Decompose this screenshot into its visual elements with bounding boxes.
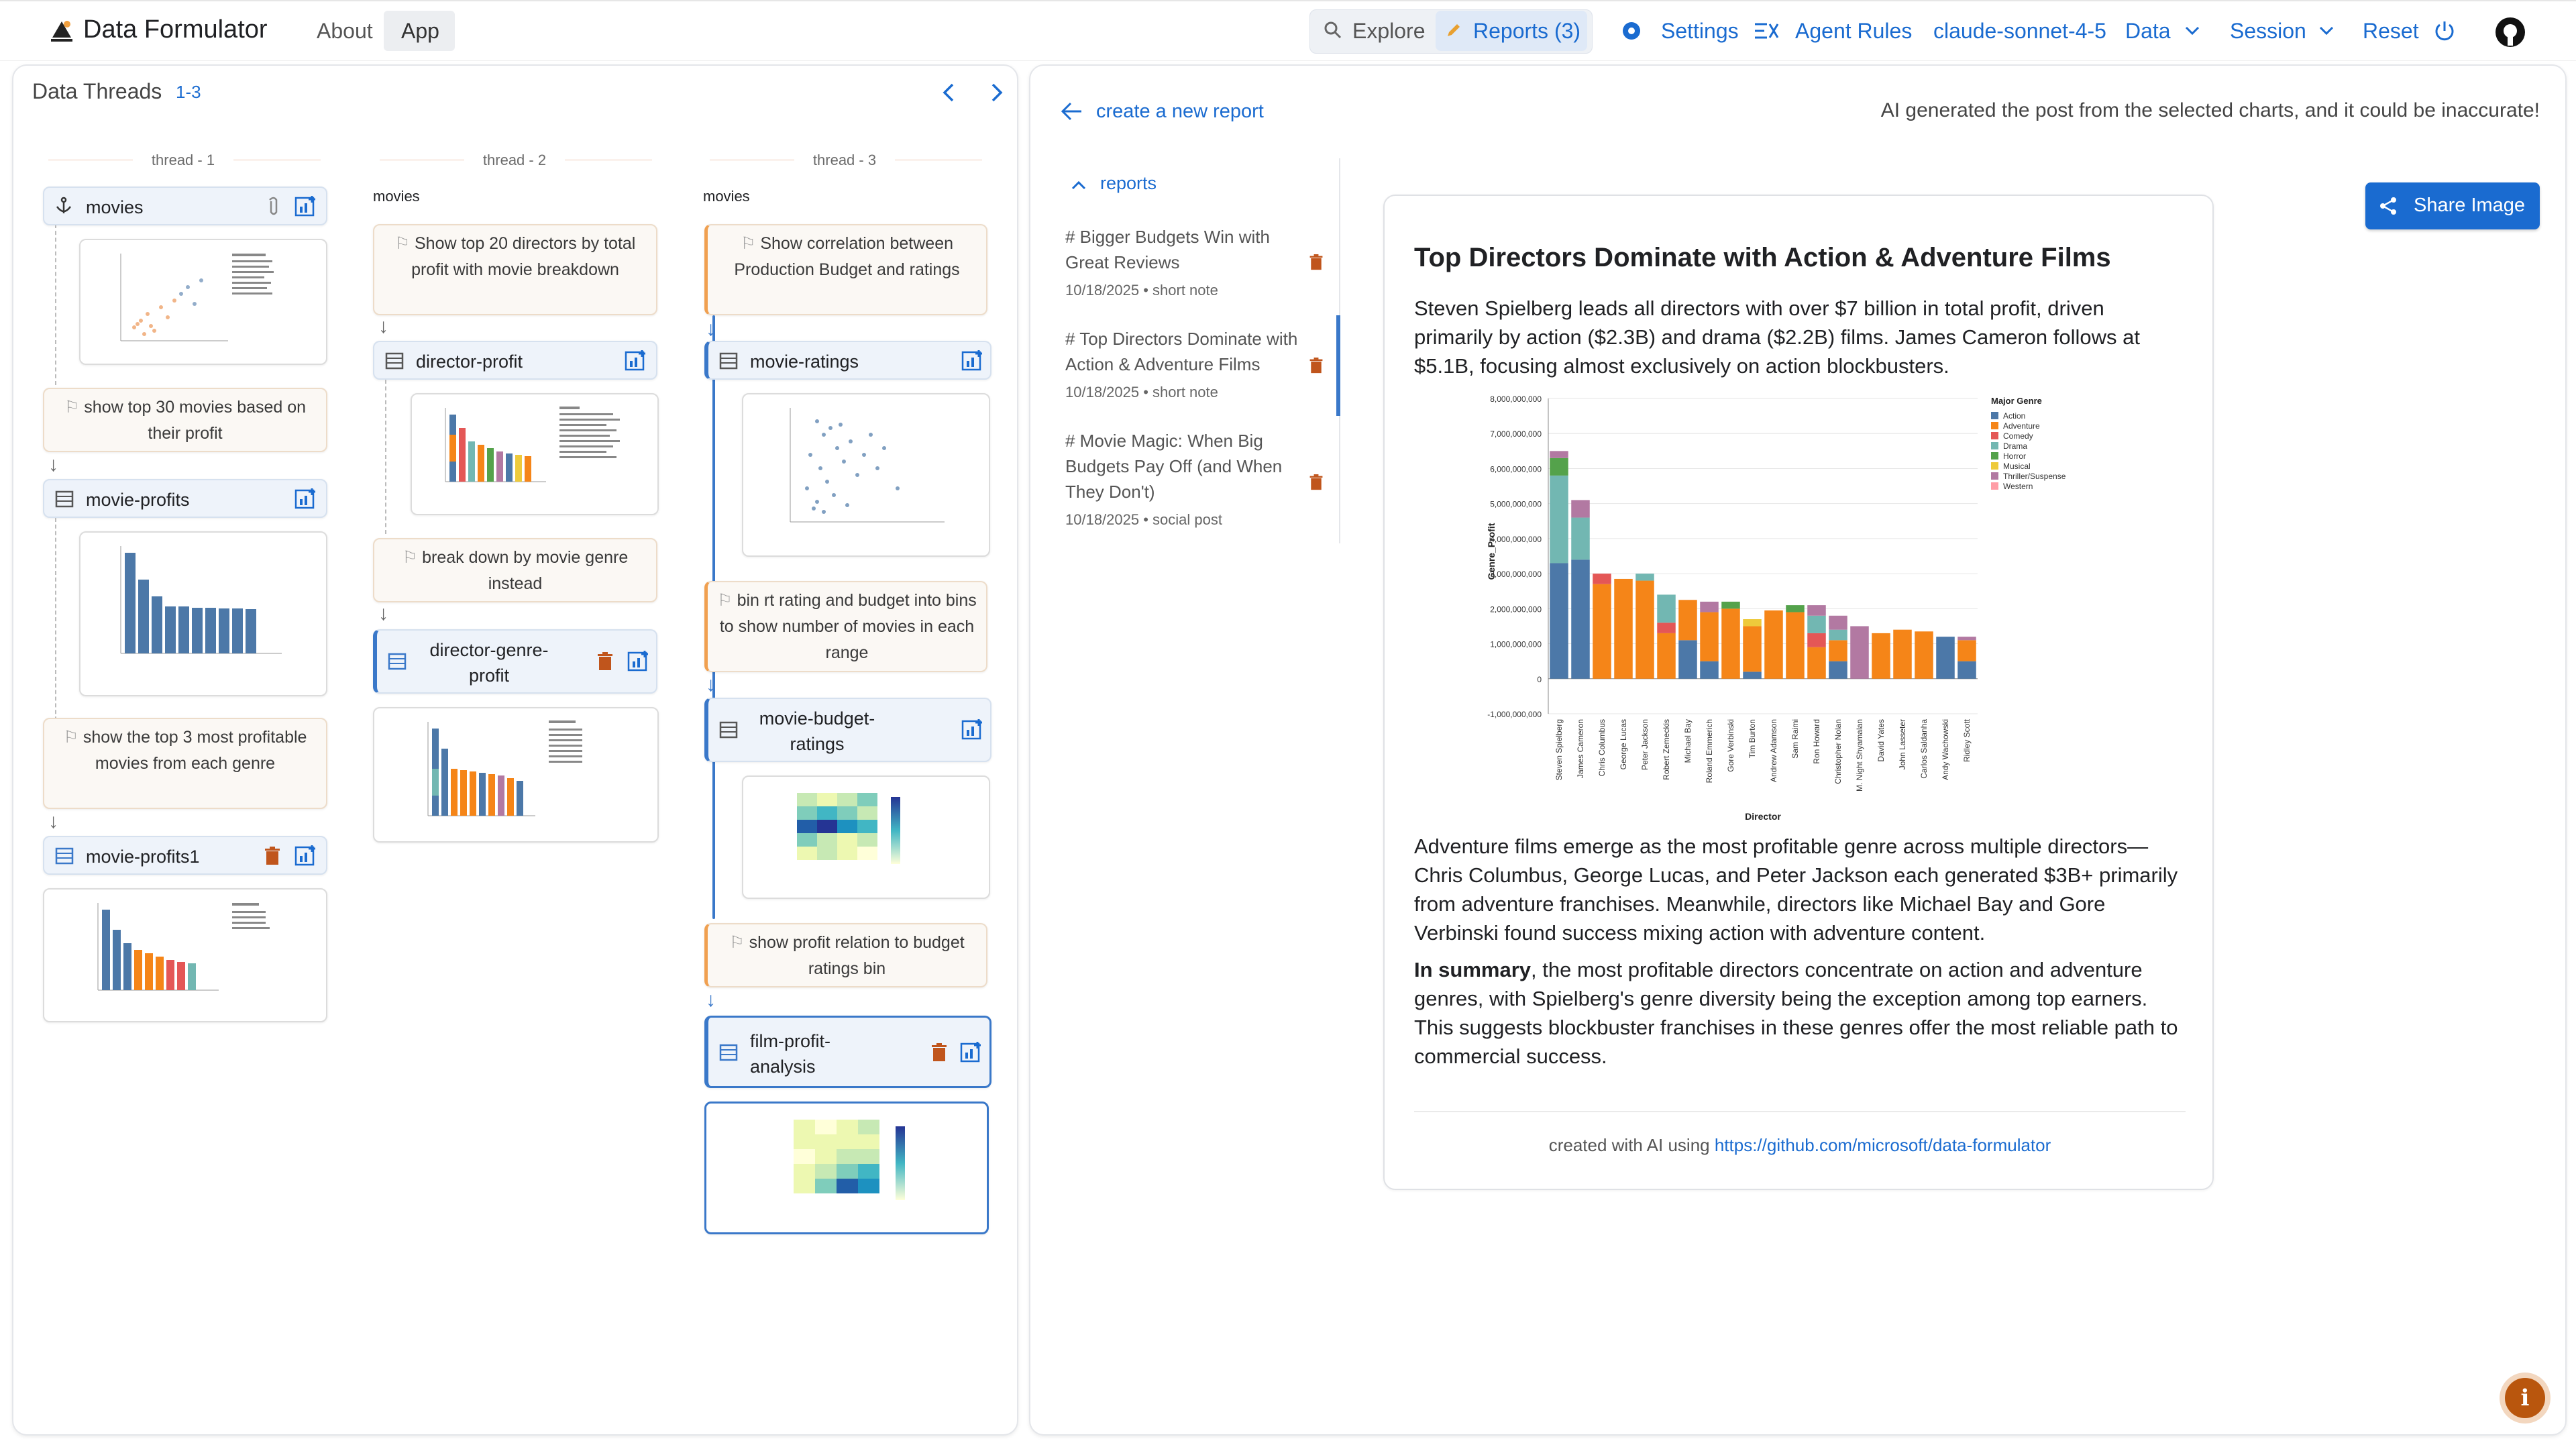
table-icon [55,490,74,508]
bar-segment [1957,637,1976,640]
x-tick-label: Sam Raimi [1790,719,1800,759]
trash-icon[interactable] [1308,472,1324,492]
x-tick-label: Christopher Nolan [1833,719,1843,784]
bar-segment [1829,616,1847,630]
anchor-icon [54,196,74,216]
bar-segment [1700,612,1719,661]
y-axis-title: Genre_Profit [1486,523,1497,580]
bar-segment [1635,574,1654,580]
add-chart-icon[interactable] [294,195,317,217]
attachment-icon[interactable] [266,196,282,217]
trash-icon[interactable] [596,651,614,672]
trash-icon[interactable] [1308,252,1324,272]
x-tick-label: David Yates [1876,719,1886,762]
table-name: movie-profits [86,490,190,510]
bar-segment [1657,633,1676,679]
y-tick-label: 7,000,000,000 [1490,429,1542,439]
table-card[interactable] [373,629,657,694]
budget-heatmap-thumbnail [743,777,989,898]
table-name: director-genre-profit [429,640,549,686]
session-menu[interactable]: Session [2230,19,2306,43]
x-tick-label: Gore Verbinski [1726,719,1735,772]
bar-segment [1829,640,1847,661]
legend-label: Western [2003,482,2033,491]
agent-rules-button[interactable]: Agent Rules [1795,19,1913,43]
x-tick-label: Andrew Adamson [1769,719,1778,783]
github-icon[interactable] [2494,16,2526,48]
table-card-selected[interactable] [704,1016,991,1088]
bar-segment [1550,458,1568,476]
chart-thumbnail-genre-bar[interactable] [43,888,327,1022]
report-post-card [1383,195,2214,1190]
legend-swatch [1991,412,1998,419]
bar-segment [1571,500,1590,517]
legend-label: Comedy [2003,431,2033,441]
down-arrow-icon: ↓ [378,602,388,625]
data-menu[interactable]: Data [2125,19,2171,43]
add-chart-icon[interactable] [627,649,649,672]
bar-segment [1743,619,1762,626]
chart-thumbnail-bar[interactable] [79,531,327,696]
add-chart-icon[interactable] [624,349,647,372]
app-title: Data Formulator [83,15,268,44]
genre-bar-thumbnail [44,890,326,1021]
table-icon [719,720,738,739]
gear-icon [1619,19,1644,43]
legend-label: Thriller/Suspense [2003,472,2066,481]
y-tick-label: 2,000,000,000 [1490,604,1542,614]
bar-segment [1850,626,1869,678]
prompt-icon: ⚐ [717,591,737,610]
prompt-icon: ⚐ [729,933,749,952]
bar-segment [1721,602,1740,608]
summary-text: , the most profitable directors concentrate on action and adventure genres, with Spielberg's genre diversity being the exception among top earners. This suggests blockbuster franchises in these genres offer the most reliable path to commercial success. [1414,958,2178,1068]
profit-heatmap-thumbnail [706,1104,987,1232]
legend-swatch [1991,442,1998,449]
source-table-movies[interactable] [43,186,327,225]
source-label: movies [373,188,420,205]
arrow-left-icon[interactable] [1060,101,1084,122]
x-tick-label: Andy Wachowski [1941,719,1950,780]
table-card[interactable] [43,836,327,875]
bar-segment [1614,579,1633,679]
legend-label: Horror [2003,451,2027,461]
table-icon [719,1043,738,1062]
trash-icon[interactable] [263,845,282,867]
chevron-down-icon [2318,24,2334,38]
bar-segment [1957,661,1976,679]
bar-segment [1571,518,1590,560]
legend-label: Drama [2003,441,2028,451]
create-report-link[interactable]: create a new report [1096,101,1264,122]
top-bar [0,0,2576,61]
threads-range: 1-3 [176,82,201,102]
legend-swatch [1991,462,1998,470]
thread-connector [385,380,386,534]
add-chart-icon[interactable] [294,844,317,867]
info-icon: i [2505,1378,2545,1418]
add-chart-icon[interactable] [959,1040,982,1063]
bar-segment [1593,584,1611,679]
y-tick-label: 8,000,000,000 [1490,394,1542,404]
legend-swatch [1991,452,1998,460]
x-tick-label: Peter Jackson [1640,719,1650,771]
director-genre-profit-chart [1414,390,2186,833]
legend-swatch [1991,432,1998,439]
legend-label: Musical [2003,462,2031,471]
table-card[interactable] [43,479,327,518]
chart-thumbnail-profit-heatmap[interactable] [704,1102,989,1234]
x-axis-title: Director [1745,811,1781,822]
table-card[interactable] [704,341,991,380]
explore-button[interactable]: Explore [1352,19,1426,43]
prompt-text: break down by movie genre instead [422,548,629,593]
post-paragraph-1: Steven Spielberg leads all directors with over $7 billion in total profit, driven primarily by action ($2.3B) and drama ($2.2B) films. James Cameron follows at $5.1B, focusing almost exclusively on action blockbusters. [1414,297,2140,378]
down-arrow-icon: ↓ [48,810,58,833]
prompt-icon: ⚐ [402,548,423,567]
ratings-scatter-thumbnail [743,394,989,555]
prompt-text: show top 30 movies based on their profit [84,398,307,443]
pencil-icon [1444,20,1464,40]
x-tick-label: Robert Zemeckis [1662,719,1671,780]
nav-app[interactable]: App [401,19,439,43]
info-button[interactable] [2500,1373,2551,1424]
add-chart-icon[interactable] [294,487,317,510]
bar-segment [1657,623,1676,633]
legend-label: Action [2003,411,2026,421]
prompt-text: Show top 20 directors by total profit with movie breakdown [411,234,636,279]
post-footer-divider [1414,1111,2186,1112]
post-title: Top Directors Dominate with Action & Adventure Films [1414,243,2111,272]
bar-segment [1764,610,1783,679]
footer-link[interactable]: https://github.com/microsoft/data-formulator [1714,1135,2051,1155]
thread-connector [55,224,56,385]
bar-segment [1807,647,1826,679]
post-paragraph-2: Adventure films emerge as the most profitable genre across multiple directors—Chris Columbus, George Lucas, and Peter Jackson each generated $3B+ primarily from adventure franchises. Meanwhile, directors like Michael Bay and Gore Verbinski found success mixing action with adventure content. [1414,835,2178,945]
chart-thumbnail-director-profit[interactable] [411,393,659,515]
nav-about[interactable]: About [317,19,373,43]
x-tick-label: Ron Howard [1812,719,1821,764]
x-tick-label: Steven Spielberg [1554,719,1564,781]
table-name: director-profit [416,352,523,372]
prompt-card[interactable] [43,718,327,809]
table-name: movie-profits1 [86,847,200,867]
x-tick-label: George Lucas [1619,719,1628,770]
y-tick-label: 1,000,000,000 [1490,639,1542,649]
x-tick-label: Michael Bay [1683,719,1693,763]
report-meta: 10/18/2025 • short note [1065,282,1218,299]
report-list-item[interactable]: # Movie Magic: When Big Budgets Pay Off (and When They Don't) [1065,431,1283,502]
prompt-card[interactable] [373,538,657,602]
bar-segment [1807,633,1826,647]
down-arrow-icon: ↓ [706,318,716,340]
bar-segment [1550,451,1568,458]
add-chart-icon[interactable] [961,718,983,741]
x-tick-label: Roland Emmerich [1705,719,1714,784]
ai-disclaimer: AI generated the post from the selected charts, and it could be inaccurate! [1880,99,2540,121]
table-icon [388,652,407,671]
bar-segment [1700,661,1719,679]
table-name: movies [86,197,144,217]
legend-title: Major Genre [1991,396,2042,406]
report-meta: 10/18/2025 • short note [1065,384,1218,400]
x-tick-label: M. Night Shyamalan [1855,719,1864,792]
bar-segment [1786,605,1805,612]
app-logo-icon [47,17,76,44]
legend-swatch [1991,482,1998,490]
down-arrow-icon: ↓ [706,674,716,696]
prompt-text: show profit relation to budget ratings bin [749,933,965,978]
share-label: Share Image [2414,195,2526,216]
chevron-left-icon[interactable] [939,80,959,105]
summary-bold: In summary [1414,958,1532,981]
reset-button[interactable]: Reset [2363,19,2419,43]
x-tick-label: James Cameron [1576,719,1585,779]
y-tick-label: 4,000,000,000 [1490,534,1542,544]
y-tick-label: 5,000,000,000 [1490,499,1542,509]
chart-thumbnail-budget-heatmap[interactable] [742,775,990,899]
down-arrow-icon: ↓ [48,453,58,476]
table-icon [719,352,738,370]
prompt-card[interactable] [704,224,987,315]
report-list-item-selected[interactable]: # Top Directors Dominate with Action & Adventure Films [1065,329,1298,374]
chart-thumbnail-ratings-scatter[interactable] [742,393,990,557]
bar-segment [1571,559,1590,679]
y-tick-label: 3,000,000,000 [1490,570,1542,580]
y-tick-label: 6,000,000,000 [1490,464,1542,474]
table-name: movie-budget-ratings [759,708,875,754]
bar-segment [1829,630,1847,641]
prompt-icon: ⚐ [64,398,85,417]
reports-header[interactable]: reports [1100,173,1157,193]
report-meta: 10/18/2025 • social post [1065,511,1222,528]
scatter-thumbnail [80,240,326,364]
x-tick-label: Tim Burton [1748,719,1757,759]
legend-swatch [1991,472,1998,480]
trash-icon[interactable] [1308,356,1324,376]
thread-label: thread - 1 [151,152,215,168]
y-tick-label: 0 [1537,674,1542,684]
prompt-icon: ⚐ [63,728,83,747]
bar-segment [1872,633,1890,679]
thread-label: thread - 2 [482,152,547,168]
thread-connector [55,518,56,727]
table-card[interactable] [704,698,991,762]
prompt-card[interactable] [373,224,657,315]
director-profit-thumbnail [412,394,657,514]
prompt-card[interactable] [704,581,987,672]
bar-segment [1786,612,1805,679]
table-name: movie-ratings [750,352,859,372]
rules-icon [1754,20,1780,42]
chart-thumbnail-director-genre[interactable] [373,707,659,843]
prompt-text: bin rt rating and budget into bins to show number of movies in each range [719,591,977,662]
bar-segment [1807,616,1826,633]
down-arrow-icon: ↓ [706,989,716,1011]
selected-report-marker [1336,315,1340,416]
bar-segment [1678,640,1697,678]
bar-segment [1936,637,1955,679]
director-genre-thumbnail [374,708,657,841]
bar-segment [1593,574,1611,584]
down-arrow-icon: ↓ [378,315,388,337]
prompt-text: show the top 3 most profitable movies from each genre [83,728,307,773]
bar-segment [1721,608,1740,678]
chevron-right-icon[interactable] [986,80,1006,105]
add-chart-icon[interactable] [961,349,983,372]
bar-segment [1957,640,1976,661]
x-tick-label: John Lasseter [1898,719,1907,770]
power-icon [2432,19,2457,43]
threads-title: Data Threads [32,79,162,103]
trash-icon[interactable] [930,1042,949,1063]
legend-label: Adventure [2003,421,2040,431]
share-image-button[interactable] [2365,182,2540,229]
bar-thumbnail [80,533,326,695]
reports-button[interactable]: Reports (3) [1473,19,1581,43]
search-icon [1323,20,1343,40]
prompt-text: Show correlation between Production Budget and ratings [734,234,960,279]
chevron-up-icon[interactable] [1071,178,1087,192]
bar-segment [1678,600,1697,640]
legend-swatch [1991,422,1998,429]
prompt-card[interactable] [43,388,327,452]
bar-segment [1915,631,1933,679]
settings-button[interactable]: Settings [1661,19,1739,43]
post-footer [1414,1135,2186,1156]
bar-segment [1829,661,1847,679]
table-icon [385,352,404,370]
footer-prefix: created with AI using [1548,1135,1715,1155]
prompt-card[interactable] [704,923,987,987]
chevron-down-icon [2184,24,2200,38]
x-tick-label: Carlos Saldanha [1919,719,1929,779]
report-list-item[interactable]: # Bigger Budgets Win with Great Reviews [1065,227,1270,272]
bar-segment [1657,594,1676,623]
table-name: film-profit-analysis [750,1031,830,1077]
bar-segment [1743,672,1762,678]
bar-segment [1807,605,1826,616]
table-icon [55,847,74,865]
y-tick-label: -1,000,000,000 [1487,710,1542,719]
table-card[interactable] [373,341,657,380]
bar-segment [1743,626,1762,672]
prompt-icon: ⚐ [740,234,761,253]
x-tick-label: Ridley Scott [1962,719,1972,763]
model-selector[interactable]: claude-sonnet-4-5 [1933,19,2106,43]
bar-segment [1700,602,1719,612]
bar-segment [1550,476,1568,564]
share-icon [2379,196,2399,216]
bar-segment [1893,630,1912,679]
thread-label: thread - 3 [812,152,877,168]
prompt-icon: ⚐ [394,234,415,253]
post-summary [1414,955,2186,1071]
bar-segment [1550,563,1568,678]
x-tick-label: Chris Columbus [1597,719,1607,777]
source-label: movies [703,188,750,205]
chart-thumbnail-scatter[interactable] [79,239,327,365]
bar-segment [1635,581,1654,679]
